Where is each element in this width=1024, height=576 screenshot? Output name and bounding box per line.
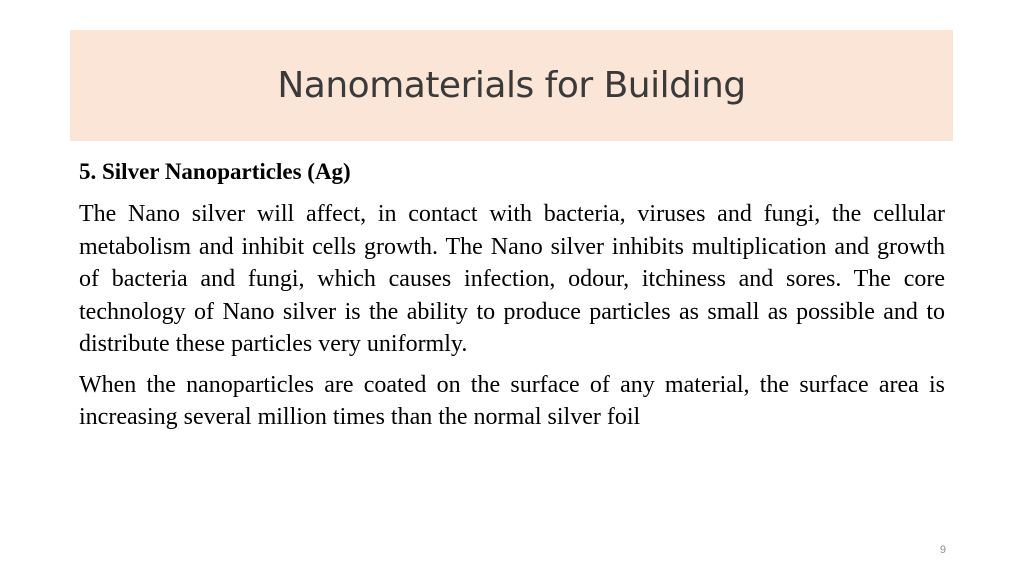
page-number: 9: [939, 544, 946, 556]
section-heading: 5. Silver Nanoparticles (Ag): [79, 159, 351, 184]
title-band: [70, 30, 953, 141]
body-paragraph-1: The Nano silver will affect, in contact with bacteria, viruses and fungi, the cellular metabolism and inhibit cells growth. The Nano silver inhibits multiplication and growth of bacteria and fungi, which causes infection, odour, itchiness and sores. The core technology of Nano silver is the ability to produce particles as small as possible and to distribute these particles very uniformly.: [79, 201, 945, 357]
slide-title: Nanomaterials for Building: [277, 65, 746, 106]
body-paragraph-2: When the nanoparticles are coated on the surface of any material, the surface area is increasing several million times than the normal silver foil: [79, 371, 945, 430]
slide-content: [79, 156, 945, 442]
